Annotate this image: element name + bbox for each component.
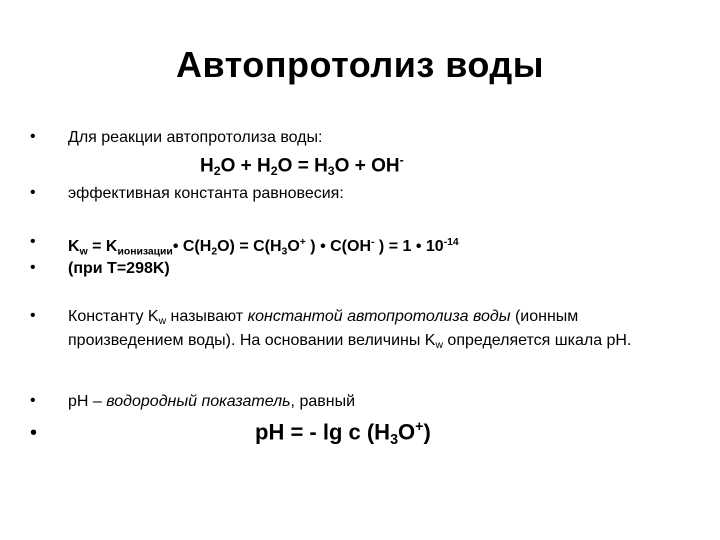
bullet-marker: • — [30, 307, 36, 324]
reaction-equation: $H_2O + H_2O = H_3O + OH^-$ — [200, 153, 404, 179]
kw-description: Константу $K_w$ называют константой автопротолиза воды (ионным произведением воды). На основании величины $K_w$ определяется шкала pH. — [68, 308, 632, 352]
bullet-marker: • — [30, 392, 36, 409]
ph-description: pH – водородный показатель, равный — [68, 393, 356, 410]
temperature-text: (при T=298K) — [68, 260, 170, 277]
bullet-marker: • — [30, 184, 36, 201]
intro-text: Для реакции автопротолиза воды: — [68, 129, 323, 146]
bullet-marker: • — [30, 422, 38, 444]
ph-equation: pH = - lg c $(H_3O^+)$ — [255, 419, 431, 448]
constant-text: эффективная константа равновесия: — [68, 185, 344, 202]
bullet-marker: • — [30, 259, 36, 276]
slide-title: Автопротолиз воды — [175, 44, 545, 85]
kw-equation: $K_w$ = $K_{ионизации}•$ $C(H_2O) = C(H_3O^+$ ) • C(OH- ) = 1 • $10^{-14}$ — [68, 237, 459, 258]
bullet-marker: • — [30, 128, 36, 145]
bullet-marker: • — [30, 233, 36, 250]
